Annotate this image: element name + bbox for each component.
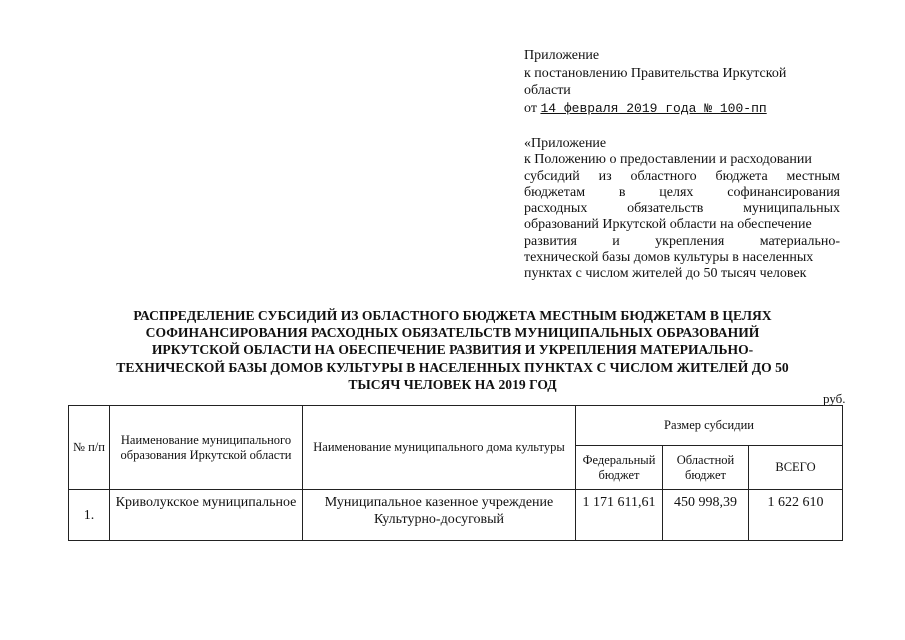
inner-appendix (524, 136, 840, 283)
appendix-line-1: Приложение (524, 48, 600, 63)
cell-num: 1. (69, 490, 110, 541)
title-line: РАСПРЕДЕЛЕНИЕ СУБСИДИЙ ИЗ ОБЛАСТНОГО БЮДЖЕТА МЕСТНЫМ БЮДЖЕТАМ В ЦЕЛЯХ (133, 308, 772, 323)
header-total: ВСЕГО (749, 446, 843, 490)
header-subsidy-size: Размер субсидии (576, 406, 843, 446)
document-title (90, 307, 815, 393)
header-regional-budget: Областной бюджет (663, 446, 749, 490)
title-line: СОФИНАНСИРОВАНИЯ РАСХОДНЫХ ОБЯЗАТЕЛЬСТВ МУНИЦИПАЛЬНЫХ ОБРАЗОВАНИЙ (145, 325, 760, 341)
inner-appendix-line: пунктах с числом жителей до 50 тысяч человек (524, 266, 807, 282)
inner-appendix-line: технической базы домов культуры в населенных (524, 250, 814, 266)
cell-regional: 450 998,39 (663, 490, 749, 541)
inner-appendix-line: субсидий из областного бюджета местным (524, 168, 840, 184)
inner-appendix-line: к Положению о предоставлении и расходовании (524, 152, 812, 168)
inner-appendix-line: «Приложение (524, 136, 607, 151)
inner-appendix-line: бюджетам в целях софинансирования (524, 184, 840, 200)
inner-appendix-line: развития и укрепления материально- (524, 233, 840, 249)
subsidy-table (68, 405, 843, 541)
inner-appendix-line: образований Иркутской области на обеспечение (524, 217, 812, 233)
inner-appendix-line: расходных обязательств муниципальных (524, 201, 840, 217)
cell-culture-house: Муниципальное казенное учреждение Культурно-досуговый (303, 490, 576, 541)
cell-municipality: Криволукское муниципальное (110, 490, 303, 541)
title-line: ИРКУТСКОЙ ОБЛАСТИ НА ОБЕСПЕЧЕНИЕ РАЗВИТИЯ И УКРЕПЛЕНИЯ МАТЕРИАЛЬНО- (151, 342, 754, 358)
header-federal-budget: Федеральный бюджет (576, 446, 663, 490)
appendix-line-2: к постановлению Правительства Иркутской (524, 65, 787, 81)
cell-federal: 1 171 611,61 (576, 490, 663, 541)
date-prefix: от (524, 100, 537, 116)
appendix-date-line (524, 100, 824, 118)
appendix-header (524, 47, 824, 117)
header-culture-house: Наименование муниципального дома культуры (303, 406, 576, 490)
cell-total: 1 622 610 (749, 490, 843, 541)
table-row (69, 490, 843, 541)
currency-unit: руб. (823, 391, 846, 406)
title-line: ТЫСЯЧ ЧЕЛОВЕК НА 2019 ГОД (348, 376, 557, 392)
appendix-line-3: области (524, 83, 571, 98)
header-municipality: Наименование муниципального образования Иркутской области (110, 406, 303, 490)
resolution-date: 14 февраля 2019 года № 100-пп (540, 100, 767, 116)
title-line: ТЕХНИЧЕСКОЙ БАЗЫ ДОМОВ КУЛЬТУРЫ В НАСЕЛЕННЫХ ПУНКТАХ С ЧИСЛОМ ЖИТЕЛЕЙ ДО 50 (116, 359, 789, 375)
header-num: № п/п (69, 406, 110, 490)
